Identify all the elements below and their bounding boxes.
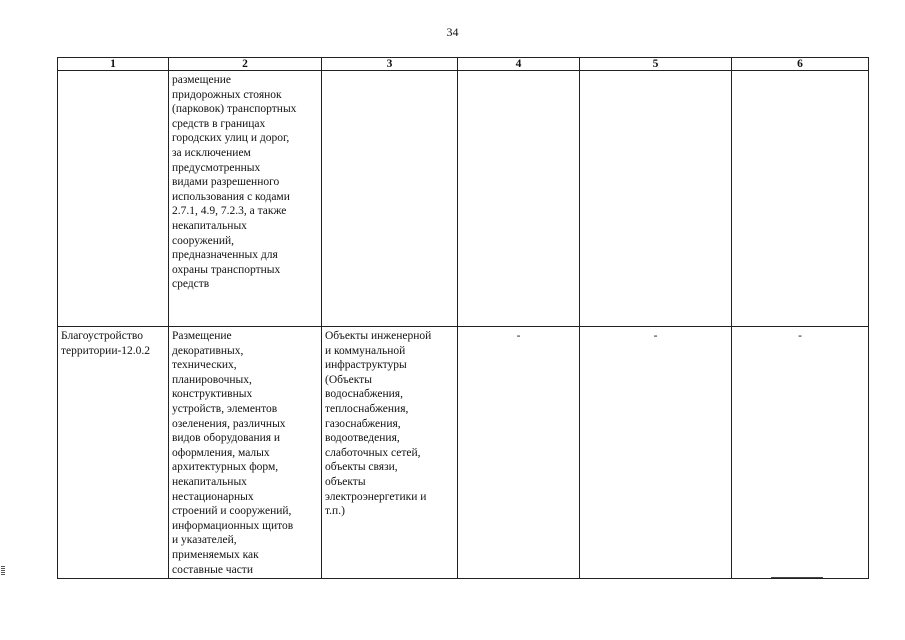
scan-margin-mark [1,566,5,575]
table-cell [58,71,169,327]
table-cell: - [458,327,580,579]
scan-artifact-line [771,577,823,578]
table-cell [580,71,732,327]
table-cell: Размещение декоративных, технических, планировочных, конструктивных устройств, элементов озеленения, различных видов оборудования и оформления, малых архитектурных форм, некапитальных нестационарных строений и сооружений, информационных щитов и указателей, применяемых как составные части [169,327,322,579]
table-cell: - [732,327,869,579]
column-header-2: 2 [169,58,322,71]
table-row [58,71,869,327]
table-cell: Благоустройство территории-12.0.2 [58,327,169,579]
table-cell: Объекты инженерной и коммунальной инфраструктуры (Объекты водоснабжения, теплоснабжения, газоснабжения, водоотведения, слаботочных сетей, объекты связи, объекты электроэнергетики и т.п.) [322,327,458,579]
table-cell [322,71,458,327]
table-header-row [58,58,869,71]
land-use-table [57,57,869,579]
column-header-4: 4 [458,58,580,71]
table-cell: - [580,327,732,579]
column-header-3: 3 [322,58,458,71]
table-cell [458,71,580,327]
table-row [58,327,869,579]
column-header-1: 1 [58,58,169,71]
table-cell [732,71,869,327]
table-cell: размещение придорожных стоянок (парковок) транспортных средств в границах городских улиц и дорог, за исключением предусмотренных видами разрешенного использования с кодами 2.7.1, 4.9, 7.2.3, а также некапитальных сооружений, предназначенных для охраны транспортных средств [169,71,322,327]
column-header-6: 6 [732,58,869,71]
page-number: 34 [446,25,459,39]
column-header-5: 5 [580,58,732,71]
